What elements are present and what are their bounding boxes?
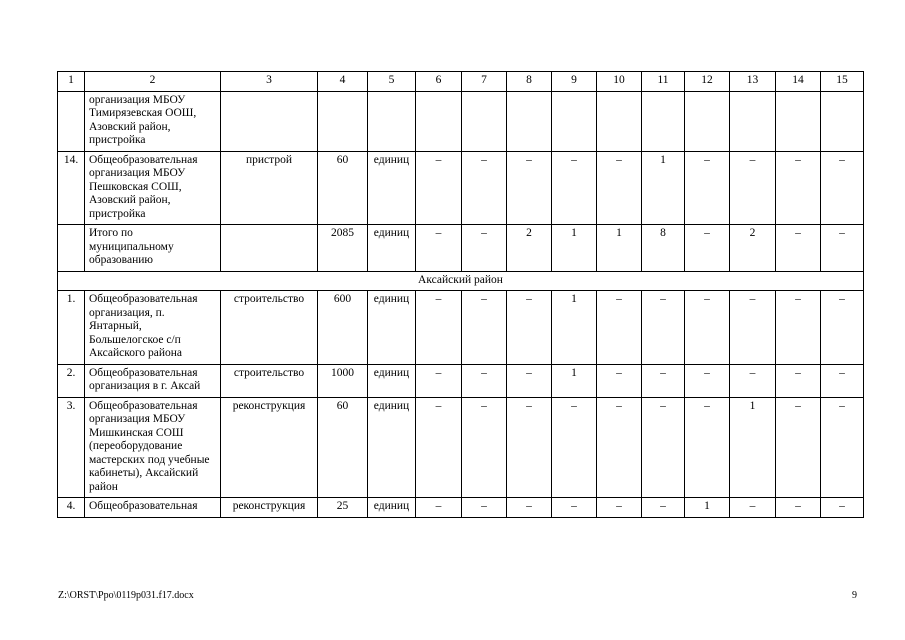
row-number: 2. [58, 364, 85, 397]
table-row [58, 91, 864, 151]
row-number: 1. [58, 291, 85, 365]
row-number [58, 225, 85, 272]
work-type: пристрой [221, 151, 318, 225]
year-value: – [685, 225, 730, 272]
col-header: 1 [58, 72, 85, 92]
table-row [58, 364, 864, 397]
capacity: 600 [318, 291, 368, 365]
year-value: – [462, 291, 507, 365]
object-name: Общеобразовательная организация МБОУ Мишкинская СОШ (переоборудование мастерских под учебные кабинеты), Аксайский район [85, 397, 221, 498]
year-value: – [730, 498, 776, 518]
col-header: 8 [507, 72, 552, 92]
year-value: – [597, 291, 642, 365]
year-value: – [507, 498, 552, 518]
col-header: 14 [776, 72, 821, 92]
col-header: 15 [821, 72, 864, 92]
unit: единиц [368, 291, 416, 365]
year-value: – [776, 498, 821, 518]
col-header: 12 [685, 72, 730, 92]
page-number: 9 [852, 590, 857, 601]
object-name: Общеобразовательная организация МБОУ Пешковская СОШ, Азовский район, пристройка [85, 151, 221, 225]
col-header: 7 [462, 72, 507, 92]
year-value: – [462, 397, 507, 498]
capacity: 60 [318, 397, 368, 498]
year-value: – [776, 291, 821, 365]
col-header: 6 [416, 72, 462, 92]
unit: единиц [368, 225, 416, 272]
year-value: – [821, 364, 864, 397]
unit: единиц [368, 397, 416, 498]
capacity: 60 [318, 151, 368, 225]
row-number: 14. [58, 151, 85, 225]
work-type: реконструкция [221, 498, 318, 518]
year-value: – [552, 397, 597, 498]
section-title: Аксайский район [58, 271, 864, 291]
year-value: – [507, 291, 552, 365]
year-value: – [685, 364, 730, 397]
table-row [58, 225, 864, 272]
col-header: 11 [642, 72, 685, 92]
year-value: – [507, 151, 552, 225]
col-header: 9 [552, 72, 597, 92]
year-value: – [416, 291, 462, 365]
year-value: – [730, 151, 776, 225]
data-table [57, 71, 864, 518]
unit [368, 91, 416, 151]
year-value: 2 [730, 225, 776, 272]
capacity: 2085 [318, 225, 368, 272]
object-name: Общеобразовательная организация в г. Аксай [85, 364, 221, 397]
year-value: – [416, 498, 462, 518]
year-value: 2 [507, 225, 552, 272]
capacity: 1000 [318, 364, 368, 397]
col-header: 5 [368, 72, 416, 92]
section-row [58, 271, 864, 291]
col-header: 4 [318, 72, 368, 92]
year-value: – [642, 291, 685, 365]
year-value [416, 91, 462, 151]
work-type [221, 225, 318, 272]
year-value: 1 [730, 397, 776, 498]
year-value: 1 [552, 225, 597, 272]
year-value: – [685, 151, 730, 225]
capacity [318, 91, 368, 151]
year-value [597, 91, 642, 151]
row-number: 4. [58, 498, 85, 518]
year-value: 1 [552, 291, 597, 365]
year-value [685, 91, 730, 151]
work-type: строительство [221, 364, 318, 397]
object-name: Общеобразовательная [85, 498, 221, 518]
col-header: 13 [730, 72, 776, 92]
year-value: – [776, 397, 821, 498]
year-value: – [597, 364, 642, 397]
year-value: – [642, 498, 685, 518]
row-number: 3. [58, 397, 85, 498]
year-value: – [416, 225, 462, 272]
year-value: – [597, 151, 642, 225]
year-value: – [821, 151, 864, 225]
year-value [821, 91, 864, 151]
work-type [221, 91, 318, 151]
year-value: 1 [685, 498, 730, 518]
year-value: – [597, 498, 642, 518]
year-value: – [730, 291, 776, 365]
year-value: – [416, 151, 462, 225]
file-path: Z:\ORST\Ppo\0119p031.f17.docx [58, 590, 194, 601]
year-value: – [776, 364, 821, 397]
year-value: – [821, 397, 864, 498]
year-value: – [642, 397, 685, 498]
unit: единиц [368, 498, 416, 518]
object-name: Итого по муниципальному образованию [85, 225, 221, 272]
year-value: – [507, 397, 552, 498]
year-value: – [642, 364, 685, 397]
year-value: – [776, 151, 821, 225]
object-name: Общеобразовательная организация, п. Янтарный, Большелогское с/п Аксайского района [85, 291, 221, 365]
year-value: – [416, 364, 462, 397]
year-value: – [552, 151, 597, 225]
year-value: – [462, 364, 507, 397]
col-header: 3 [221, 72, 318, 92]
year-value: – [730, 364, 776, 397]
year-value: – [416, 397, 462, 498]
row-number [58, 91, 85, 151]
year-value: – [821, 291, 864, 365]
year-value: – [462, 225, 507, 272]
year-value [730, 91, 776, 151]
year-value: – [685, 291, 730, 365]
year-value: – [462, 498, 507, 518]
table-row [58, 291, 864, 365]
table-row [58, 151, 864, 225]
capacity: 25 [318, 498, 368, 518]
year-value: 1 [597, 225, 642, 272]
year-value: – [821, 225, 864, 272]
table-row [58, 397, 864, 498]
year-value: – [507, 364, 552, 397]
year-value: – [776, 225, 821, 272]
year-value: 1 [642, 151, 685, 225]
year-value: 8 [642, 225, 685, 272]
year-value: 1 [552, 364, 597, 397]
unit: единиц [368, 364, 416, 397]
header-row [58, 72, 864, 92]
year-value [462, 91, 507, 151]
year-value [507, 91, 552, 151]
table-row [58, 498, 864, 518]
year-value [776, 91, 821, 151]
year-value [642, 91, 685, 151]
unit: единиц [368, 151, 416, 225]
col-header: 2 [85, 72, 221, 92]
work-type: строительство [221, 291, 318, 365]
col-header: 10 [597, 72, 642, 92]
year-value: – [685, 397, 730, 498]
year-value: – [462, 151, 507, 225]
year-value: – [597, 397, 642, 498]
year-value: – [552, 498, 597, 518]
year-value: – [821, 498, 864, 518]
object-name: организация МБОУ Тимирязевская ООШ, Азовский район, пристройка [85, 91, 221, 151]
work-type: реконструкция [221, 397, 318, 498]
year-value [552, 91, 597, 151]
